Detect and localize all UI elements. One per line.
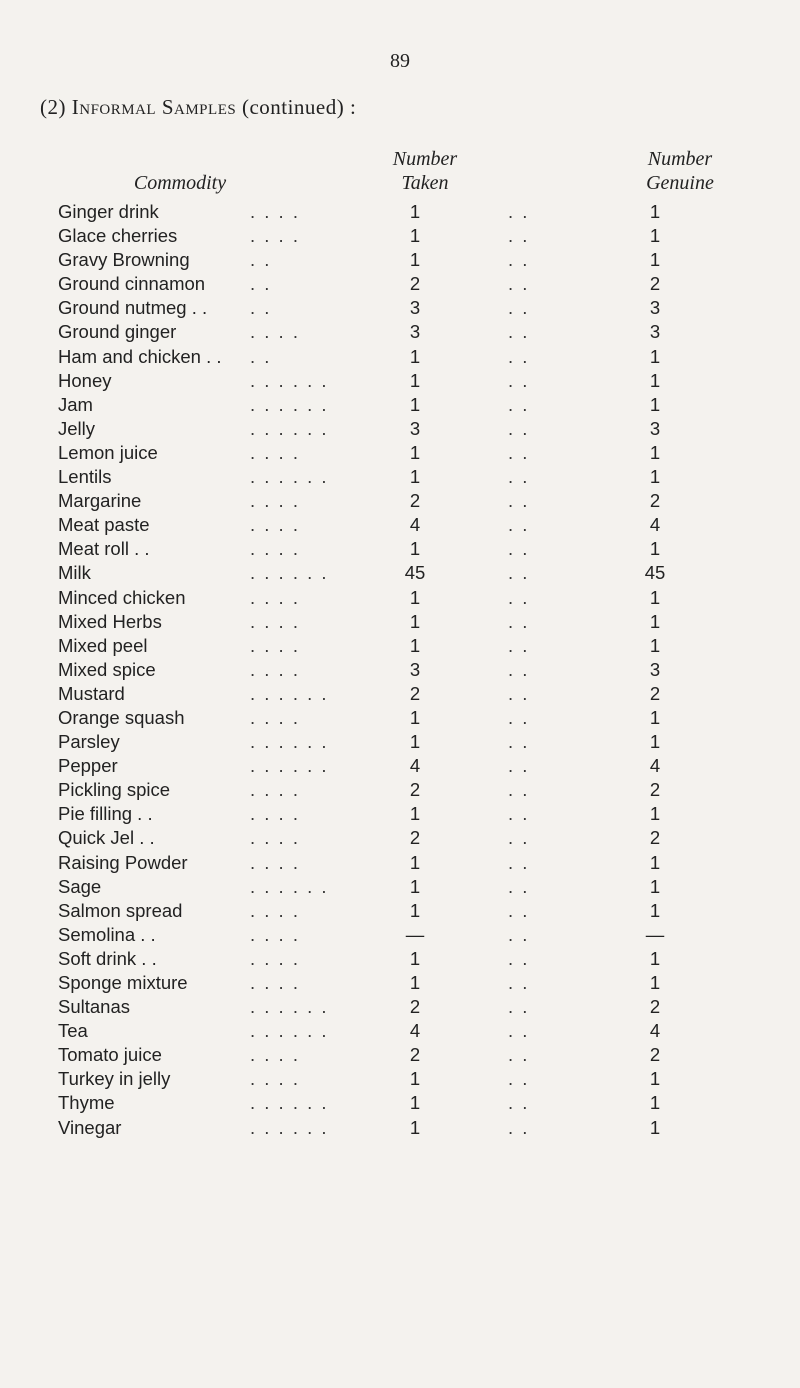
leader-dots: . . . . bbox=[250, 923, 300, 945]
number-genuine: 1 bbox=[649, 1116, 661, 1138]
table-row bbox=[0, 778, 800, 802]
table-row bbox=[0, 826, 800, 850]
column-header-taken bbox=[360, 147, 490, 195]
leader-dots: . . bbox=[508, 1068, 530, 1090]
commodity-name: Semolina . . bbox=[58, 923, 156, 945]
column-header-taken-line2: Taken bbox=[401, 172, 449, 194]
section-heading bbox=[40, 95, 356, 120]
number-taken: 1 bbox=[409, 803, 421, 825]
number-taken: 1 bbox=[409, 345, 421, 367]
leader-dots: . . bbox=[508, 586, 530, 608]
leader-dots: . . bbox=[508, 345, 530, 367]
number-genuine: 1 bbox=[649, 875, 661, 897]
leader-dots: . . . . bbox=[250, 827, 300, 849]
leader-dots: . . bbox=[508, 779, 530, 801]
commodity-name: Vinegar bbox=[58, 1116, 122, 1138]
leader-dots: . . . . bbox=[250, 803, 300, 825]
commodity-name: Margarine bbox=[58, 490, 142, 512]
leader-dots: . . bbox=[508, 972, 530, 993]
number-taken: 3 bbox=[409, 417, 421, 439]
commodity-name: Jelly bbox=[58, 417, 96, 439]
number-genuine: 2 bbox=[649, 682, 661, 704]
leader-dots: . . bbox=[250, 345, 272, 367]
commodity-name: Pickling spice bbox=[58, 779, 171, 801]
number-genuine: 1 bbox=[649, 225, 661, 247]
commodity-name: Raising Powder bbox=[58, 851, 188, 873]
number-genuine: 4 bbox=[649, 755, 661, 777]
table-row bbox=[0, 947, 800, 971]
column-header-taken-line1: Number bbox=[392, 148, 458, 170]
number-genuine: 2 bbox=[649, 827, 661, 849]
leader-dots: . . . . bbox=[250, 947, 300, 969]
leader-dots: . . . . . . bbox=[250, 1116, 329, 1138]
leader-dots: . . bbox=[508, 1092, 530, 1114]
leader-dots: . . . . bbox=[250, 779, 300, 801]
number-genuine: 2 bbox=[649, 490, 661, 512]
table-row bbox=[0, 706, 800, 730]
leader-dots: . . . . . . bbox=[250, 393, 329, 415]
number-taken: 1 bbox=[409, 947, 421, 969]
leader-dots: . . bbox=[508, 851, 530, 873]
number-taken: 4 bbox=[409, 1020, 421, 1042]
number-genuine: 1 bbox=[649, 466, 661, 488]
leader-dots: . . bbox=[508, 803, 530, 825]
leader-dots: . . . . . . bbox=[250, 755, 329, 777]
leader-dots: . . . . . . bbox=[250, 1092, 329, 1114]
column-header-genuine-line2: Genuine bbox=[646, 172, 714, 194]
leader-dots: . . bbox=[508, 393, 530, 415]
number-taken: 1 bbox=[409, 706, 421, 728]
number-taken: 1 bbox=[409, 393, 421, 415]
leader-dots: . . bbox=[508, 996, 530, 1018]
commodity-name: Meat paste bbox=[58, 514, 150, 536]
number-genuine: 1 bbox=[649, 634, 661, 656]
commodity-name: Minced chicken bbox=[58, 586, 186, 608]
table-row bbox=[0, 754, 800, 778]
table-row bbox=[0, 345, 800, 369]
number-taken: 1 bbox=[409, 610, 421, 632]
table-row bbox=[0, 1043, 800, 1067]
leader-dots: . . bbox=[250, 249, 272, 271]
number-genuine: 4 bbox=[649, 514, 661, 536]
number-taken: 2 bbox=[409, 682, 421, 704]
commodity-name: Mustard bbox=[58, 682, 125, 704]
commodity-name: Ham and chicken . . bbox=[58, 345, 222, 367]
leader-dots: . . . . bbox=[250, 490, 300, 512]
number-genuine: 1 bbox=[649, 706, 661, 728]
commodity-name: Salmon spread bbox=[58, 899, 183, 921]
commodity-name: Quick Jel . . bbox=[58, 827, 155, 849]
leader-dots: . . . . bbox=[250, 706, 300, 728]
leader-dots: . . bbox=[508, 682, 530, 704]
number-genuine: 1 bbox=[649, 345, 661, 367]
heading-prefix: (2) bbox=[40, 95, 72, 119]
number-genuine: 1 bbox=[649, 851, 661, 873]
number-taken: 1 bbox=[409, 1092, 421, 1114]
leader-dots: . . bbox=[508, 466, 530, 488]
number-taken: 3 bbox=[409, 297, 421, 319]
table-row bbox=[0, 320, 800, 344]
leader-dots: . . bbox=[250, 273, 272, 295]
number-taken: 4 bbox=[409, 755, 421, 777]
number-taken: 1 bbox=[409, 634, 421, 656]
table-row bbox=[0, 682, 800, 706]
commodity-name: Lemon juice bbox=[58, 441, 158, 463]
commodity-name: Ground ginger bbox=[58, 321, 177, 343]
number-genuine: 1 bbox=[649, 538, 661, 560]
commodity-name: Mixed spice bbox=[58, 658, 156, 680]
leader-dots: . . . . bbox=[250, 1044, 300, 1066]
number-genuine: 1 bbox=[649, 441, 661, 463]
commodity-name: Tea bbox=[58, 1020, 88, 1042]
leader-dots: . . . . . . bbox=[250, 1020, 329, 1042]
number-genuine: — bbox=[645, 923, 665, 945]
commodity-name: Gravy Browning bbox=[58, 249, 190, 271]
commodity-name: Mixed Herbs bbox=[58, 610, 162, 632]
leader-dots: . . bbox=[508, 490, 530, 512]
leader-dots: . . bbox=[508, 634, 530, 656]
number-taken: 1 bbox=[409, 441, 421, 463]
heading-title: Informal Samples bbox=[71, 95, 237, 119]
commodity-name: Pie filling . . bbox=[58, 803, 153, 825]
leader-dots: . . bbox=[508, 899, 530, 921]
table-row bbox=[0, 730, 800, 754]
leader-dots: . . bbox=[508, 562, 530, 584]
table-row bbox=[0, 1091, 800, 1115]
number-taken: 1 bbox=[409, 466, 421, 488]
number-taken: 3 bbox=[409, 658, 421, 680]
commodity-name: Sponge mixture bbox=[58, 972, 188, 993]
leader-dots: . . . . . . bbox=[250, 682, 329, 704]
commodity-name: Parsley bbox=[58, 731, 120, 753]
leader-dots: . . bbox=[508, 755, 530, 777]
number-genuine: 3 bbox=[649, 297, 661, 319]
number-taken: 1 bbox=[409, 1068, 421, 1090]
leader-dots: . . . . bbox=[250, 899, 300, 921]
table-row bbox=[0, 417, 800, 441]
number-genuine: 45 bbox=[644, 562, 666, 584]
commodity-name: Mixed peel bbox=[58, 634, 148, 656]
leader-dots: . . bbox=[508, 947, 530, 969]
table-row bbox=[0, 923, 800, 947]
leader-dots: . . . . bbox=[250, 1068, 300, 1090]
leader-dots: . . . . bbox=[250, 321, 300, 343]
commodity-name: Honey bbox=[58, 369, 112, 391]
table-row bbox=[0, 369, 800, 393]
leader-dots: . . bbox=[508, 875, 530, 897]
number-genuine: 1 bbox=[649, 586, 661, 608]
leader-dots: . . bbox=[508, 1020, 530, 1042]
number-genuine: 3 bbox=[649, 417, 661, 439]
number-taken: 1 bbox=[409, 972, 421, 993]
leader-dots: . . bbox=[508, 201, 530, 222]
number-genuine: 1 bbox=[649, 1092, 661, 1114]
number-taken: 3 bbox=[409, 321, 421, 343]
commodity-name: Milk bbox=[58, 562, 91, 584]
leader-dots: . . bbox=[508, 923, 530, 945]
column-header-commodity: Commodity bbox=[133, 172, 227, 194]
table-row bbox=[0, 802, 800, 826]
leader-dots: . . bbox=[508, 369, 530, 391]
commodity-table bbox=[0, 200, 800, 1140]
table-row bbox=[0, 296, 800, 320]
table-row bbox=[0, 899, 800, 923]
table-row bbox=[0, 1067, 800, 1091]
leader-dots: . . . . . . bbox=[250, 417, 329, 439]
number-taken: 2 bbox=[409, 490, 421, 512]
leader-dots: . . . . . . bbox=[250, 731, 329, 753]
leader-dots: . . . . . . bbox=[250, 562, 329, 584]
leader-dots: . . . . bbox=[250, 441, 300, 463]
table-row bbox=[0, 851, 800, 875]
commodity-name: Thyme bbox=[58, 1092, 115, 1114]
commodity-name: Sultanas bbox=[58, 996, 130, 1018]
leader-dots: . . . . . . bbox=[250, 369, 329, 391]
number-taken: 2 bbox=[409, 996, 421, 1018]
commodity-name: Turkey in jelly bbox=[58, 1068, 171, 1090]
table-row bbox=[0, 513, 800, 537]
leader-dots: . . bbox=[508, 417, 530, 439]
number-genuine: 1 bbox=[649, 610, 661, 632]
number-genuine: 1 bbox=[649, 393, 661, 415]
number-genuine: 1 bbox=[649, 249, 661, 271]
leader-dots: . . bbox=[508, 273, 530, 295]
leader-dots: . . bbox=[508, 706, 530, 728]
number-taken: 1 bbox=[409, 875, 421, 897]
commodity-name: Ground nutmeg . . bbox=[58, 297, 208, 319]
table-row bbox=[0, 441, 800, 465]
commodity-name: Pepper bbox=[58, 755, 118, 777]
heading-suffix: (continued) : bbox=[236, 95, 357, 119]
leader-dots: . . bbox=[508, 731, 530, 753]
number-taken: 4 bbox=[409, 514, 421, 536]
commodity-name: Glace cherries bbox=[58, 225, 178, 247]
table-row bbox=[0, 971, 800, 995]
column-header-genuine bbox=[600, 147, 760, 195]
commodity-name: Meat roll . . bbox=[58, 538, 150, 560]
table-row bbox=[0, 875, 800, 899]
number-taken: 1 bbox=[409, 1116, 421, 1138]
commodity-name: Tomato juice bbox=[58, 1044, 162, 1066]
table-row bbox=[0, 200, 800, 224]
table-row bbox=[0, 465, 800, 489]
number-taken: 1 bbox=[409, 851, 421, 873]
table-row bbox=[0, 634, 800, 658]
table-row bbox=[0, 272, 800, 296]
number-taken: 1 bbox=[409, 225, 421, 247]
number-genuine: 1 bbox=[649, 972, 661, 993]
number-genuine: 3 bbox=[649, 321, 661, 343]
leader-dots: . . . . bbox=[250, 634, 300, 656]
number-taken: 1 bbox=[409, 899, 421, 921]
leader-dots: . . . . bbox=[250, 514, 300, 536]
number-genuine: 4 bbox=[649, 1020, 661, 1042]
number-taken: 1 bbox=[409, 731, 421, 753]
number-taken: — bbox=[405, 923, 425, 945]
number-genuine: 1 bbox=[649, 899, 661, 921]
table-row bbox=[0, 586, 800, 610]
leader-dots: . . bbox=[508, 827, 530, 849]
leader-dots: . . . . . . bbox=[250, 875, 329, 897]
leader-dots: . . bbox=[508, 321, 530, 343]
table-row bbox=[0, 489, 800, 513]
page-number: 89 bbox=[390, 50, 410, 72]
commodity-name: Sage bbox=[58, 875, 102, 897]
column-header-genuine-line1: Number bbox=[647, 148, 713, 170]
leader-dots: . . bbox=[250, 297, 272, 319]
leader-dots: . . . . . . bbox=[250, 466, 329, 488]
table-row bbox=[0, 610, 800, 634]
commodity-name: Ground cinnamon bbox=[58, 273, 206, 295]
number-taken: 2 bbox=[409, 273, 421, 295]
number-genuine: 3 bbox=[649, 658, 661, 680]
commodity-name: Lentils bbox=[58, 466, 112, 488]
number-taken: 45 bbox=[404, 562, 426, 584]
table-row bbox=[0, 1019, 800, 1043]
table-row bbox=[0, 1116, 800, 1140]
leader-dots: . . bbox=[508, 1044, 530, 1066]
commodity-name: Soft drink . . bbox=[58, 947, 157, 969]
leader-dots: . . bbox=[508, 514, 530, 536]
number-taken: 1 bbox=[409, 586, 421, 608]
number-genuine: 2 bbox=[649, 996, 661, 1018]
leader-dots: . . . . bbox=[250, 658, 300, 680]
leader-dots: . . bbox=[508, 1116, 530, 1138]
number-taken: 1 bbox=[409, 249, 421, 271]
number-genuine: 2 bbox=[649, 1044, 661, 1066]
number-genuine: 1 bbox=[649, 369, 661, 391]
leader-dots: . . . . . . bbox=[250, 996, 329, 1018]
number-taken: 2 bbox=[409, 1044, 421, 1066]
number-taken: 2 bbox=[409, 779, 421, 801]
table-row bbox=[0, 995, 800, 1019]
leader-dots: . . bbox=[508, 658, 530, 680]
number-genuine: 1 bbox=[649, 201, 661, 222]
leader-dots: . . . . bbox=[250, 201, 300, 222]
table-row bbox=[0, 393, 800, 417]
table-row bbox=[0, 658, 800, 682]
table-row bbox=[0, 561, 800, 585]
leader-dots: . . . . bbox=[250, 610, 300, 632]
leader-dots: . . . . bbox=[250, 972, 300, 993]
number-taken: 1 bbox=[409, 538, 421, 560]
commodity-name: Jam bbox=[58, 393, 93, 415]
table-row bbox=[0, 248, 800, 272]
commodity-name: Ginger drink bbox=[58, 201, 159, 222]
number-taken: 2 bbox=[409, 827, 421, 849]
number-genuine: 1 bbox=[649, 1068, 661, 1090]
table-row bbox=[0, 537, 800, 561]
number-taken: 1 bbox=[409, 369, 421, 391]
leader-dots: . . . . bbox=[250, 851, 300, 873]
leader-dots: . . . . bbox=[250, 225, 300, 247]
number-taken: 1 bbox=[409, 201, 421, 222]
leader-dots: . . bbox=[508, 610, 530, 632]
leader-dots: . . . . bbox=[250, 538, 300, 560]
number-genuine: 2 bbox=[649, 779, 661, 801]
leader-dots: . . bbox=[508, 297, 530, 319]
leader-dots: . . . . bbox=[250, 586, 300, 608]
leader-dots: . . bbox=[508, 225, 530, 247]
leader-dots: . . bbox=[508, 249, 530, 271]
leader-dots: . . bbox=[508, 538, 530, 560]
number-genuine: 2 bbox=[649, 273, 661, 295]
table-row bbox=[0, 224, 800, 248]
number-genuine: 1 bbox=[649, 731, 661, 753]
leader-dots: . . bbox=[508, 441, 530, 463]
number-genuine: 1 bbox=[649, 803, 661, 825]
number-genuine: 1 bbox=[649, 947, 661, 969]
commodity-name: Orange squash bbox=[58, 706, 185, 728]
